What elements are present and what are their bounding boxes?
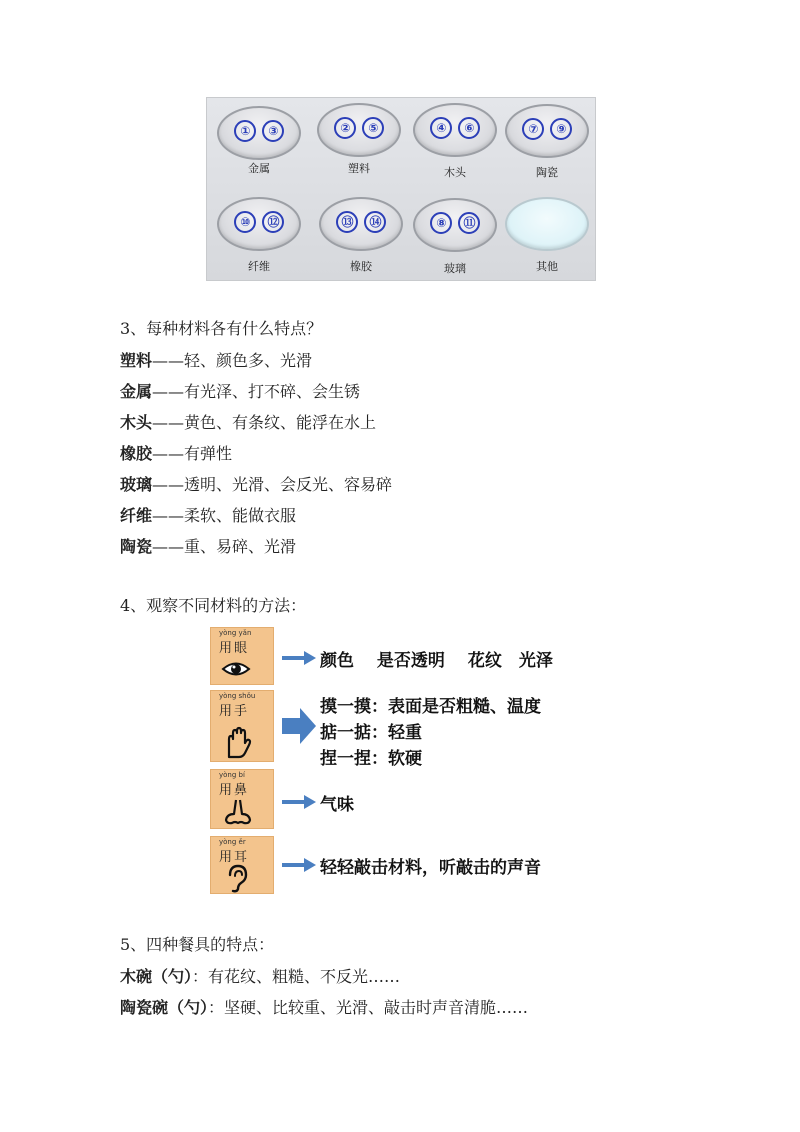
number-badge: ⑨ [550, 118, 572, 140]
material-desc: ——有光泽、打不碎、会生锈 [152, 382, 361, 401]
arrow-icon [282, 795, 316, 809]
number-badge: ② [334, 117, 356, 139]
section4-heading: 4、观察不同材料的方法： [120, 596, 307, 615]
method-card-ear [210, 836, 274, 894]
group-label: 塑料 [348, 162, 370, 175]
group-oval [317, 103, 401, 157]
section5-heading: 5、四种餐具的特点： [120, 935, 275, 954]
group-oval [217, 197, 301, 251]
material-trait-line [120, 443, 232, 465]
pinyin-label: yòng shǒu [219, 692, 256, 700]
number-badge: ⑧ [430, 212, 452, 234]
material-trait-line [120, 381, 360, 403]
material-trait-line [120, 505, 296, 527]
method-card-hand [210, 690, 274, 762]
material-trait-line [120, 536, 296, 558]
group-label: 金属 [248, 162, 270, 175]
eye-icon [221, 658, 251, 680]
tableware-term: 木碗（勺） [120, 967, 193, 986]
group-oval [217, 106, 301, 160]
ear-icon [221, 863, 251, 893]
material-desc: ——重、易碎、光滑 [152, 537, 297, 556]
material-sorting-panel [206, 97, 596, 281]
method-text: 颜色 是否透明 花纹 光泽 [320, 651, 553, 671]
number-badge: ⑬ [336, 211, 358, 233]
pinyin-label: yòng bí [219, 771, 245, 779]
number-badge: ③ [262, 120, 284, 142]
method-text: 捏一捏：软硬 [320, 749, 422, 769]
material-desc: ——透明、光滑、会反光、容易碎 [152, 475, 393, 494]
pinyin-label: yòng ěr [219, 838, 246, 846]
material-term: 陶瓷 [120, 537, 153, 556]
pinyin-label: yòng yǎn [219, 629, 252, 637]
tableware-trait-line [120, 966, 400, 988]
number-badge: ① [234, 120, 256, 142]
group-label: 陶瓷 [536, 166, 558, 179]
number-badge: ⑫ [262, 211, 284, 233]
method-text: 轻轻敲击材料，听敲击的声音 [320, 858, 541, 878]
material-term: 金属 [120, 382, 153, 401]
group-label: 玻璃 [444, 262, 466, 275]
method-card-eye [210, 627, 274, 685]
group-oval [319, 197, 403, 251]
material-desc: ——轻、颜色多、光滑 [152, 351, 313, 370]
group-oval [413, 198, 497, 252]
material-term: 塑料 [120, 351, 153, 370]
material-trait-line [120, 474, 392, 496]
group-label: 其他 [536, 260, 558, 273]
material-trait-line [120, 350, 312, 372]
group-label: 纤维 [248, 260, 270, 273]
tableware-desc: ：坚硬、比较重、光滑、敲击时声音清脆…… [208, 998, 529, 1017]
number-badge: ⑪ [458, 212, 480, 234]
tableware-desc: ：有花纹、粗糙、不反光…… [192, 967, 401, 986]
material-term: 纤维 [120, 506, 153, 525]
number-badge: ⑩ [234, 211, 256, 233]
material-term: 玻璃 [120, 475, 153, 494]
arrow-icon [282, 651, 316, 665]
group-label: 木头 [444, 166, 466, 179]
method-card-nose [210, 769, 274, 829]
tableware-term: 陶瓷碗（勺） [120, 998, 209, 1017]
number-badge: ⑥ [458, 117, 480, 139]
material-desc: ——黄色、有条纹、能浮在水上 [152, 413, 377, 432]
tableware-trait-line [120, 997, 528, 1019]
material-trait-line [120, 412, 376, 434]
nose-icon [221, 798, 255, 826]
number-badge: ④ [430, 117, 452, 139]
arrow-block-icon [282, 708, 316, 744]
number-badge: ⑦ [522, 118, 544, 140]
hanzi-label: 用鼻 [219, 783, 250, 798]
method-text: 气味 [320, 795, 354, 815]
material-term: 木头 [120, 413, 153, 432]
section3-heading: 3、每种材料各有什么特点？ [120, 319, 323, 338]
group-oval [413, 103, 497, 157]
method-text: 掂一掂：轻重 [320, 723, 422, 743]
number-badge: ⑤ [362, 117, 384, 139]
material-desc: ——有弹性 [152, 444, 233, 463]
group-oval-empty [505, 197, 589, 251]
arrow-icon [282, 858, 316, 872]
group-label: 橡胶 [350, 260, 372, 273]
hanzi-label: 用耳 [219, 850, 250, 865]
material-term: 橡胶 [120, 444, 153, 463]
hand-icon [221, 723, 255, 759]
hanzi-label: 用眼 [219, 641, 250, 656]
material-desc: ——柔软、能做衣服 [152, 506, 297, 525]
method-text: 摸一摸：表面是否粗糙、温度 [320, 697, 541, 717]
group-oval [505, 104, 589, 158]
hanzi-label: 用手 [219, 704, 250, 719]
number-badge: ⑭ [364, 211, 386, 233]
